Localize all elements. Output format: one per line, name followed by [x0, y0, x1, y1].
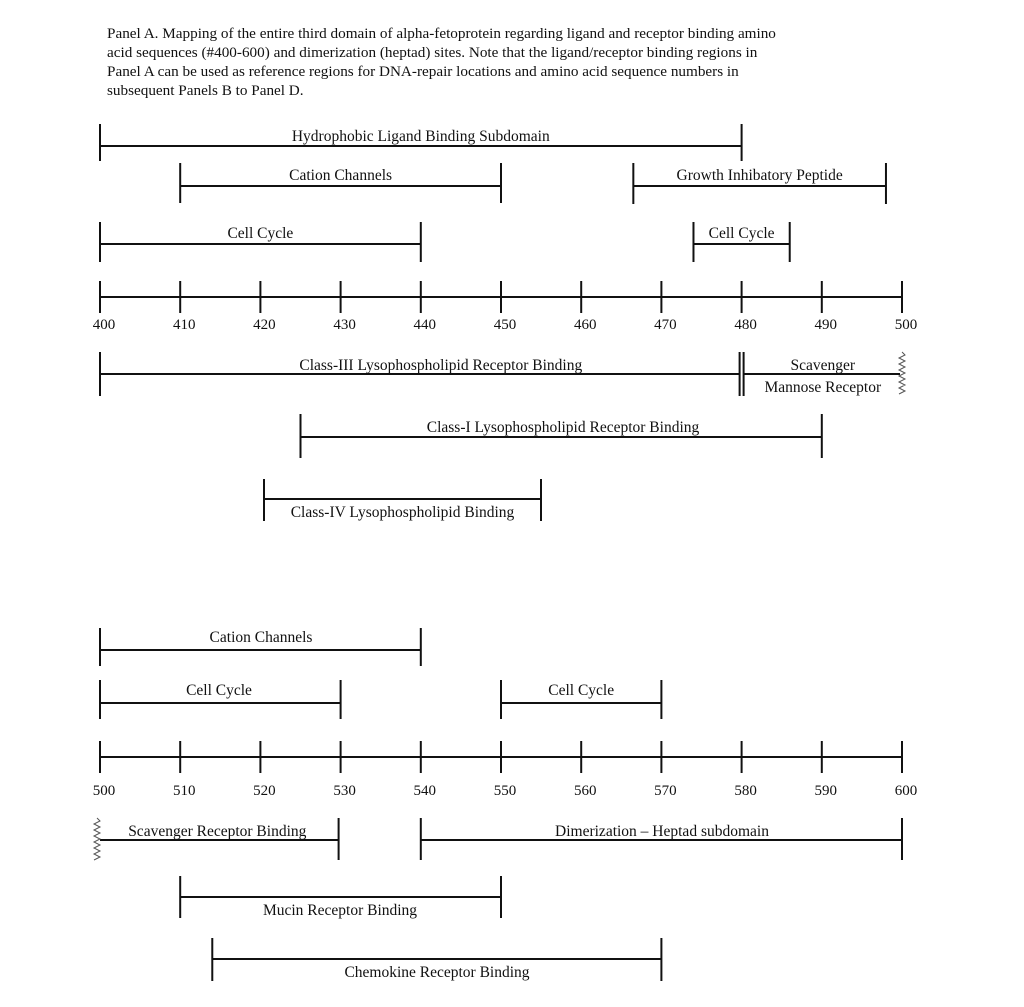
axis-tick-label: 400 — [92, 317, 116, 333]
axis-tick-label: 500 — [894, 317, 918, 333]
range-label: Cell Cycle — [186, 682, 252, 699]
range-label: Chemokine Receptor Binding — [344, 964, 530, 981]
axis-tick-label: 590 — [814, 783, 838, 799]
axis-tick-label: 450 — [493, 317, 517, 333]
panel-caption: Panel A. Mapping of the entire third domain of alpha-fetoprotein regarding ligand and receptor binding amino acid sequences (#400-600) and dimerization (heptad) sites. Note that the ligand/receptor binding regions in Panel A can be used as reference regions for DNA-repair locations and amino acid sequence numbers in subsequent Panels B to Panel D. — [107, 25, 776, 99]
range-label: Dimerization – Heptad subdomain — [555, 823, 769, 840]
axis-tick-label: 540 — [413, 783, 437, 799]
axis-tick-label: 550 — [493, 783, 517, 799]
axis-tick-label: 410 — [172, 317, 196, 333]
axis-tick-label: 440 — [413, 317, 437, 333]
range-label: Class-IV Lysophospholipid Binding — [290, 504, 515, 521]
range-label: Class-I Lysophospholipid Receptor Binding — [426, 419, 700, 436]
axis-tick-label: 480 — [734, 317, 757, 333]
axis-tick-label: 530 — [333, 783, 356, 799]
range-label: Scavenger — [790, 357, 856, 374]
range-label: Hydrophobic Ligand Binding Subdomain — [291, 128, 550, 145]
axis-tick-label: 580 — [734, 783, 757, 799]
range-label: Cell Cycle — [227, 225, 294, 242]
axis-tick-label: 420 — [253, 317, 276, 333]
range-label: Cell Cycle — [708, 225, 775, 242]
range-label: Mannose Receptor — [764, 379, 882, 396]
range-label: Class-III Lysophospholipid Receptor Binding — [299, 357, 583, 374]
wavy-break-mark — [94, 818, 100, 860]
axis-tick-label: 600 — [894, 783, 918, 799]
axis-tick-label: 510 — [172, 783, 196, 799]
axis-tick-label: 470 — [654, 317, 677, 333]
axis-tick-label: 560 — [573, 783, 597, 799]
range-label: Growth Inhibatory Peptide — [676, 167, 843, 184]
axis-tick-label: 460 — [573, 317, 597, 333]
axis-tick-label: 520 — [253, 783, 276, 799]
axis-tick-label: 570 — [654, 783, 677, 799]
range-label: Scavenger Receptor Binding — [128, 823, 307, 840]
range-label: Cell Cycle — [548, 682, 615, 699]
axis-tick-label: 490 — [814, 317, 838, 333]
range-label: Mucin Receptor Binding — [262, 902, 418, 919]
range-label: Cation Channels — [209, 629, 313, 646]
range-label: Cation Channels — [289, 167, 393, 184]
axis-tick-label: 500 — [92, 783, 116, 799]
axis-tick-label: 430 — [333, 317, 356, 333]
